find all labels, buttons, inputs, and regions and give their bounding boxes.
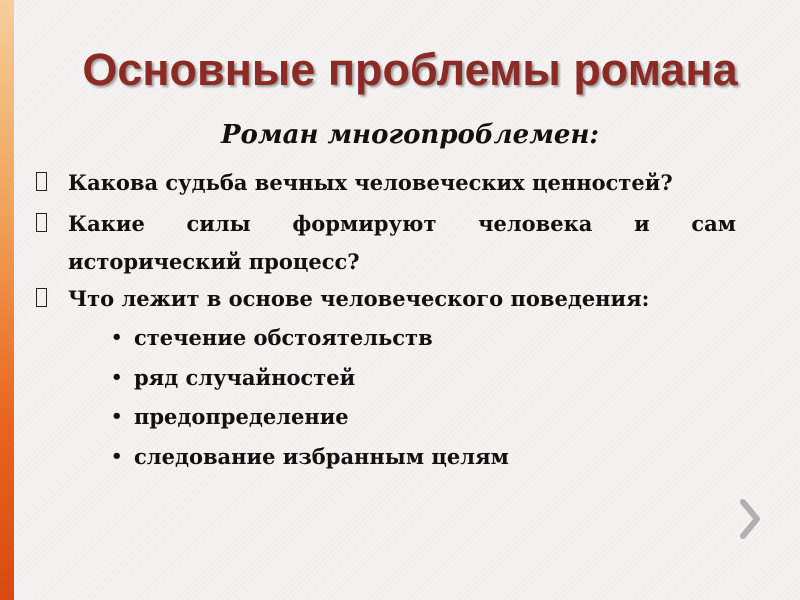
accent-bar [0,0,14,600]
list-item-text: стечение обстоятельств [134,325,433,350]
slide-subtitle: Роман многопроблемен: [220,120,600,150]
question-item-2 [68,205,736,281]
question-text-2-line-1 [68,205,736,243]
word: формируют [292,211,437,236]
word: Какие [68,211,145,236]
question-text-3: Что лежит в основе человеческого поведения: [68,286,650,311]
question-item-1 [68,164,736,202]
word: и [634,211,650,236]
list-item-text: следование избранным целям [134,444,509,469]
box-marker-icon [36,172,47,191]
box-marker-icon [36,213,47,232]
list-item [111,359,356,397]
question-text-1: Какова судьба вечных человеческих ценностей? [68,170,673,195]
bullet-icon: • [111,367,123,388]
box-marker-icon [36,288,47,307]
list-item [111,398,349,436]
list-item [111,319,433,357]
word: сам [691,211,736,236]
list-item-text: предопределение [134,404,349,429]
question-item-3 [68,280,736,318]
chevron-right-icon[interactable] [738,497,762,541]
slide-title: Основные проблемы романа [82,44,738,95]
word: силы [186,211,251,236]
word: человека [478,211,593,236]
bullet-icon: • [111,406,123,427]
bullet-icon: • [111,446,123,467]
question-text-2-line-2: исторический процесс? [68,249,360,274]
bullet-icon: • [111,327,123,348]
list-item-text: ряд случайностей [134,365,356,390]
list-item [111,438,509,476]
